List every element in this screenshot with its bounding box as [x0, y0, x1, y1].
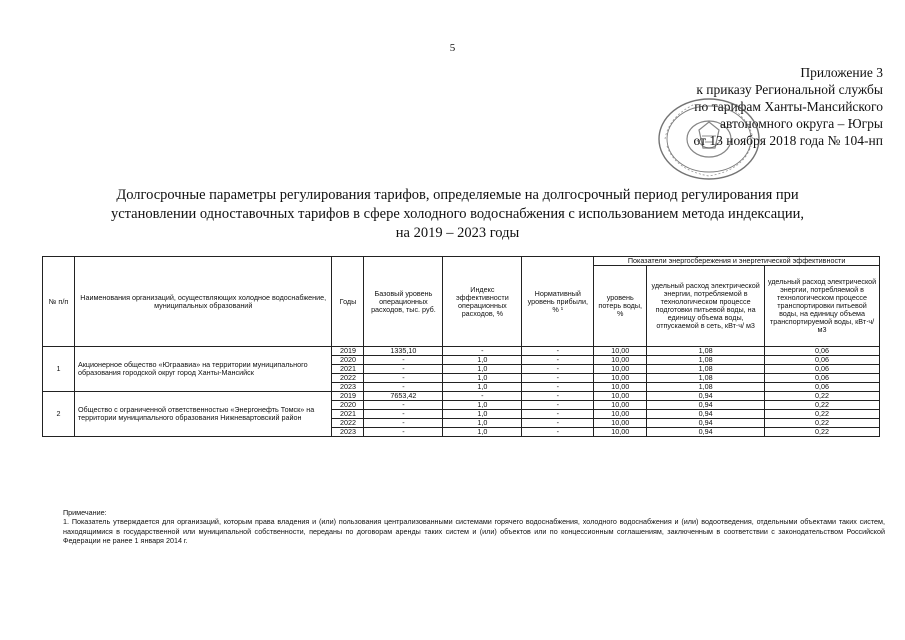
cell-profit-level: -: [522, 392, 594, 401]
document-title: [40, 186, 875, 243]
cell-profit-level: -: [522, 401, 594, 410]
cell-energy-preparation: 1,08: [647, 374, 765, 383]
appendix-line: Приложение 3: [800, 65, 883, 80]
cell-energy-transport: 0,22: [765, 419, 880, 428]
header-energy-transport: удельный расход электрической энергии, потребляемой в технологическом процессе транспортировки питьевой воды, на единицу объема транспортируемой воды, кВт⋅ч/ м3: [765, 266, 880, 347]
cell-efficiency-index: 1,0: [443, 428, 522, 437]
cell-efficiency-index: -: [443, 392, 522, 401]
cell-year: 2019: [332, 392, 364, 401]
cell-year: 2021: [332, 410, 364, 419]
cell-water-loss: 10,00: [594, 365, 647, 374]
cell-energy-preparation: 0,94: [647, 410, 765, 419]
cell-base-opex: -: [364, 365, 443, 374]
table-row: [43, 392, 880, 401]
tariff-parameters-table: [42, 256, 880, 437]
header-num: № п/п: [43, 257, 75, 347]
header-year: Годы: [332, 257, 364, 347]
cell-org-number: 1: [43, 347, 75, 392]
cell-org-name: Акционерное общество «Юграавиа» на территории муниципального образования городской округ город Ханты-Мансийск: [74, 347, 332, 392]
cell-efficiency-index: 1,0: [443, 410, 522, 419]
title-line-1: Долгосрочные параметры регулирования тарифов, определяемые на долгосрочный период регулирования при: [116, 187, 799, 203]
appendix-line: от 13 ноября 2018 года № 104-нп: [693, 133, 883, 148]
appendix-line: к приказу Региональной службы: [696, 82, 883, 97]
cell-energy-transport: 0,06: [765, 365, 880, 374]
cell-energy-preparation: 0,94: [647, 401, 765, 410]
cell-water-loss: 10,00: [594, 392, 647, 401]
cell-base-opex: 7653,42: [364, 392, 443, 401]
cell-energy-preparation: 1,08: [647, 365, 765, 374]
cell-profit-level: -: [522, 347, 594, 356]
title-line-2: установлении одноставочных тарифов в сфере холодного водоснабжения с использованием метода индексации,: [110, 206, 805, 222]
cell-org-number: 2: [43, 392, 75, 437]
cell-energy-preparation: 0,94: [647, 392, 765, 401]
cell-energy-preparation: 0,94: [647, 428, 765, 437]
cell-base-opex: -: [364, 419, 443, 428]
cell-water-loss: 10,00: [594, 410, 647, 419]
cell-year: 2019: [332, 347, 364, 356]
cell-efficiency-index: 1,0: [443, 419, 522, 428]
cell-energy-transport: 0,06: [765, 374, 880, 383]
header-energy-group: Показатели энергосбережения и энергетической эффективности: [594, 257, 880, 266]
cell-profit-level: -: [522, 383, 594, 392]
official-seal-stamp: [655, 96, 763, 182]
header-efficiency-index: Индекс эффективности операционных расходов, %: [443, 257, 522, 347]
cell-efficiency-index: -: [443, 347, 522, 356]
cell-energy-transport: 0,22: [765, 410, 880, 419]
cell-profit-level: -: [522, 365, 594, 374]
title-line-3: на 2019 – 2023 годы: [395, 225, 520, 241]
appendix-line: по тарифам Ханты-Мансийского: [694, 99, 883, 114]
cell-base-opex: -: [364, 356, 443, 365]
header-energy-preparation: удельный расход электрической энергии, потребляемой в технологическом процессе подготовки питьевой воды, на единицу объема воды, отпускаемой в сеть, кВт⋅ч/ м3: [647, 266, 765, 347]
cell-energy-transport: 0,06: [765, 383, 880, 392]
cell-energy-transport: 0,22: [765, 392, 880, 401]
cell-efficiency-index: 1,0: [443, 383, 522, 392]
cell-energy-preparation: 1,08: [647, 347, 765, 356]
header-base-opex: Базовый уровень операционных расходов, тыс. руб.: [364, 257, 443, 347]
cell-year: 2023: [332, 428, 364, 437]
cell-base-opex: -: [364, 410, 443, 419]
cell-efficiency-index: 1,0: [443, 401, 522, 410]
footnote: [63, 508, 885, 546]
footnote-text: 1. Показатель утверждается для организаций, которым права владения и (или) пользования централизованными системами горячего водоснабжения, холодного водоснабжения и (или) водоотведения, отдельными объектами таких систем, находящимися в государственной или муниципальной собственности, переданы по договорам аренды таких систем и (или) объектов или по концессионным соглашениям, заключенным в соответствии с законодательством Российской Федерации не ранее 1 января 2014 г.: [63, 517, 885, 546]
cell-energy-transport: 0,06: [765, 347, 880, 356]
cell-efficiency-index: 1,0: [443, 365, 522, 374]
appendix-line: автономного округа – Югры: [720, 116, 883, 131]
cell-profit-level: -: [522, 410, 594, 419]
cell-water-loss: 10,00: [594, 401, 647, 410]
cell-profit-level: -: [522, 419, 594, 428]
cell-water-loss: 10,00: [594, 374, 647, 383]
header-water-loss: уровень потерь воды, %: [594, 266, 647, 347]
cell-base-opex: -: [364, 374, 443, 383]
cell-energy-transport: 0,06: [765, 356, 880, 365]
cell-energy-preparation: 0,94: [647, 419, 765, 428]
cell-profit-level: -: [522, 374, 594, 383]
footnote-heading: Примечание:: [63, 508, 107, 517]
cell-year: 2023: [332, 383, 364, 392]
cell-base-opex: 1335,10: [364, 347, 443, 356]
cell-water-loss: 10,00: [594, 347, 647, 356]
cell-base-opex: -: [364, 383, 443, 392]
cell-base-opex: -: [364, 428, 443, 437]
cell-profit-level: -: [522, 356, 594, 365]
cell-energy-preparation: 1,08: [647, 383, 765, 392]
header-profit-level: Нормативный уровень прибыли, % ¹: [522, 257, 594, 347]
page-number: 5: [449, 42, 456, 54]
cell-year: 2020: [332, 356, 364, 365]
cell-energy-transport: 0,22: [765, 428, 880, 437]
cell-year: 2022: [332, 374, 364, 383]
table-row: [43, 347, 880, 356]
cell-water-loss: 10,00: [594, 356, 647, 365]
cell-year: 2021: [332, 365, 364, 374]
cell-year: 2022: [332, 419, 364, 428]
cell-base-opex: -: [364, 401, 443, 410]
cell-year: 2020: [332, 401, 364, 410]
cell-water-loss: 10,00: [594, 428, 647, 437]
cell-org-name: Общество с ограниченной ответственностью «Энергонефть Томск» на территории муниципального образования Нижневартовский район: [74, 392, 332, 437]
cell-water-loss: 10,00: [594, 383, 647, 392]
cell-profit-level: -: [522, 428, 594, 437]
cell-efficiency-index: 1,0: [443, 356, 522, 365]
cell-water-loss: 10,00: [594, 419, 647, 428]
cell-efficiency-index: 1,0: [443, 374, 522, 383]
cell-energy-preparation: 1,08: [647, 356, 765, 365]
header-org: Наименования организаций, осуществляющих холодное водоснабжение, муниципальных образований: [74, 257, 332, 347]
cell-energy-transport: 0,22: [765, 401, 880, 410]
